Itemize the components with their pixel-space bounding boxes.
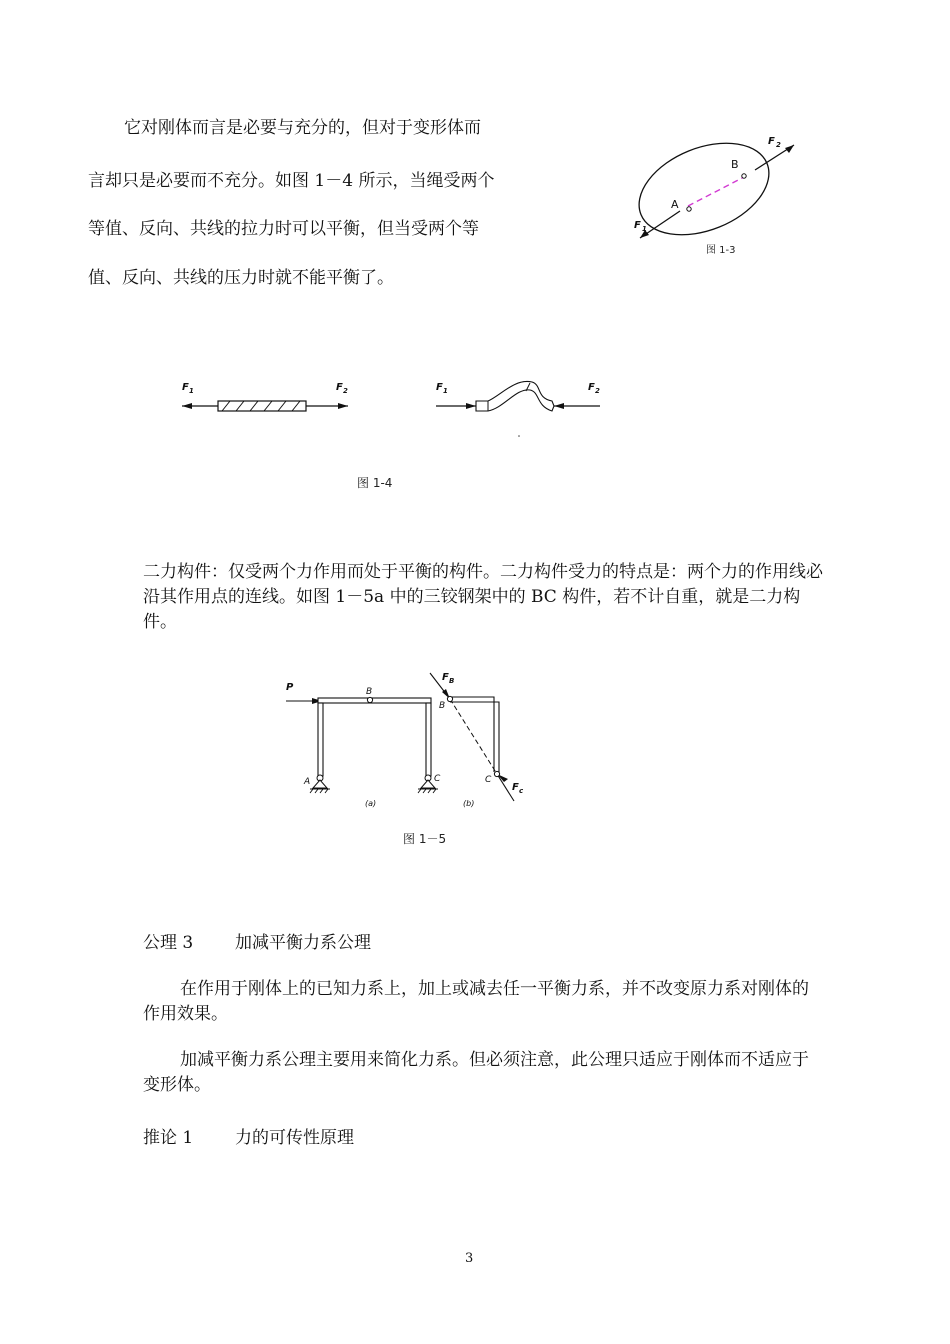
para-line-2: 言却只是必要而不充分。如图 1－4 所示，当绳受两个 [88,171,495,191]
label-A: A [671,198,679,211]
label-a: (a) [365,799,377,808]
label-F1-tension: F [182,382,189,393]
corollary-1-number: 推论 1 [143,1128,194,1148]
label-C-b: C [485,775,492,785]
label-F1-compression-sub: 1 [443,387,448,395]
figure-1-4-caption: 图 1-4 [357,476,393,490]
page-number: 3 [465,1251,474,1266]
label-F1-tension-sub: 1 [189,387,194,395]
axiom-3-note: 加减平衡力系公理主要用来简化力系。但必须注意，此公理只适应于刚体而不适应于变形体。 [143,1050,809,1095]
label-F2: F [768,136,775,147]
label-P: P [286,682,294,693]
axiom-3-name: 加减平衡力系公理 [235,933,371,953]
axiom-3-number: 公理 3 [143,933,194,953]
label-F2-sub: 2 [776,141,781,149]
label-F1-sub: 1 [642,225,647,233]
label-FB: F [442,672,449,683]
label-F2-tension: F [336,382,343,393]
two-force-member-paragraph: 二力构件：仅受两个力作用而处于平衡的构件。二力构件受力的特点是：两个力的作用线必沿其作用点的连线。如图 1－5a 中的三铰钢架中的 BC 构件，若不计自重，就是二力构件。 [143,562,823,632]
label-C-a: C [434,774,441,784]
label-FB-sub: B [449,677,455,685]
para-line-3: 等值、反向、共线的拉力时可以平衡，但当受两个等 [88,219,479,239]
label-A-a: A [304,777,311,787]
label-F2-compression: F [588,382,595,393]
label-B: B [731,158,739,171]
figure-1-4 [170,370,610,445]
corollary-1-name: 力的可传性原理 [235,1128,354,1148]
label-B-a: B [366,687,373,697]
figure-1-5 [280,666,540,816]
label-FC-sub: c [519,787,524,795]
para-line-4: 值、反向、共线的压力时就不能平衡了。 [88,268,394,288]
figure-1-5-caption: 图 1－5 [403,832,447,846]
axiom-3-text: 在作用于刚体上的已知力系上，加上或减去任一平衡力系，并不改变原力系对刚体的作用效果。 [143,979,809,1024]
figure-1-3-caption: 图 1-3 [706,245,736,256]
label-F2-tension-sub: 2 [343,387,348,395]
label-F2-compression-sub: 2 [595,387,600,395]
label-F1-compression: F [436,382,443,393]
para-line-1: 它对刚体而言是必要与充分的，但对于变形体而 [124,118,481,138]
label-FC: F [512,782,519,793]
label-B-b: B [439,701,446,711]
label-b: (b) [463,799,475,808]
label-F1: F [634,220,641,231]
